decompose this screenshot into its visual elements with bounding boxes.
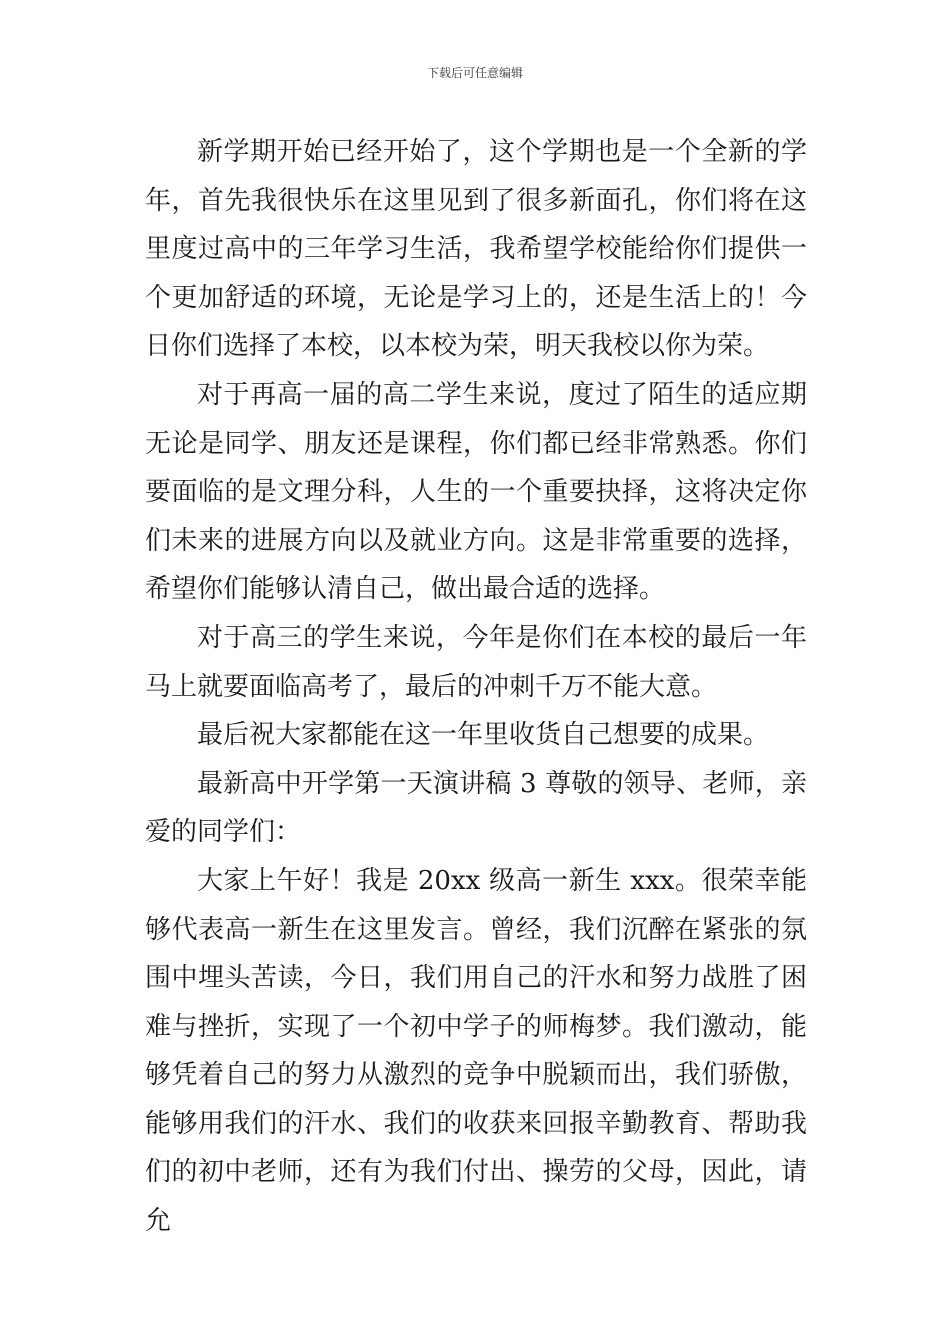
paragraph-1: 新学期开始已经开始了，这个学期也是一个全新的学年，首先我很快乐在这里见到了很多新面孔，你们将在这里度过高中的三年学习生活，我希望学校能给你们提供一个更加舒适的环境，无论是学习上的，还是生活上的！今日你们选择了本校，以本校为荣，明天我校以你为荣。 <box>145 137 807 362</box>
paragraph-2: 对于再高一届的高二学生来说，度过了陌生的适应期无论是同学、朋友还是课程，你们都已经非常熟悉。你们要面临的是文理分科，人生的一个重要抉择，这将决定你们未来的进展方向以及就业方向。这是非常重要的选择，希望你们能够认清自己，做出最合适的选择。 <box>145 379 807 605</box>
paragraph-3: 对于高三的学生来说，今年是你们在本校的最后一年马上就要面临高考了，最后的冲刺千万不能大意。 <box>145 622 807 702</box>
paragraph-4: 最后祝大家都能在这一年里收货自己想要的成果。 <box>197 720 770 751</box>
paragraph-6: 大家上午好！我是 20xx 级高一新生 xxx。很荣幸能够代表高一新生在这里发言。曾经，我们沉醉在紧张的氛围中埋头苦读，今日，我们用自己的汗水和努力战胜了困难与挫折，实现了一个初中学子的师梅梦。我们激动，能够凭着自己的努力从激烈的竞争中脱颖而出，我们骄傲，能够用我们的汗水、我们的收获来回报辛勤教育、帮助我们的初中老师，还有为我们付出、操劳的父母，因此，请允 <box>145 865 807 1237</box>
paragraph-5: 最新高中开学第一天演讲稿 3 尊敬的领导、老师，亲爱的同学们： <box>145 768 807 848</box>
page-header-note: 下载后可任意编辑 <box>426 66 523 80</box>
document-body <box>145 128 807 1246</box>
